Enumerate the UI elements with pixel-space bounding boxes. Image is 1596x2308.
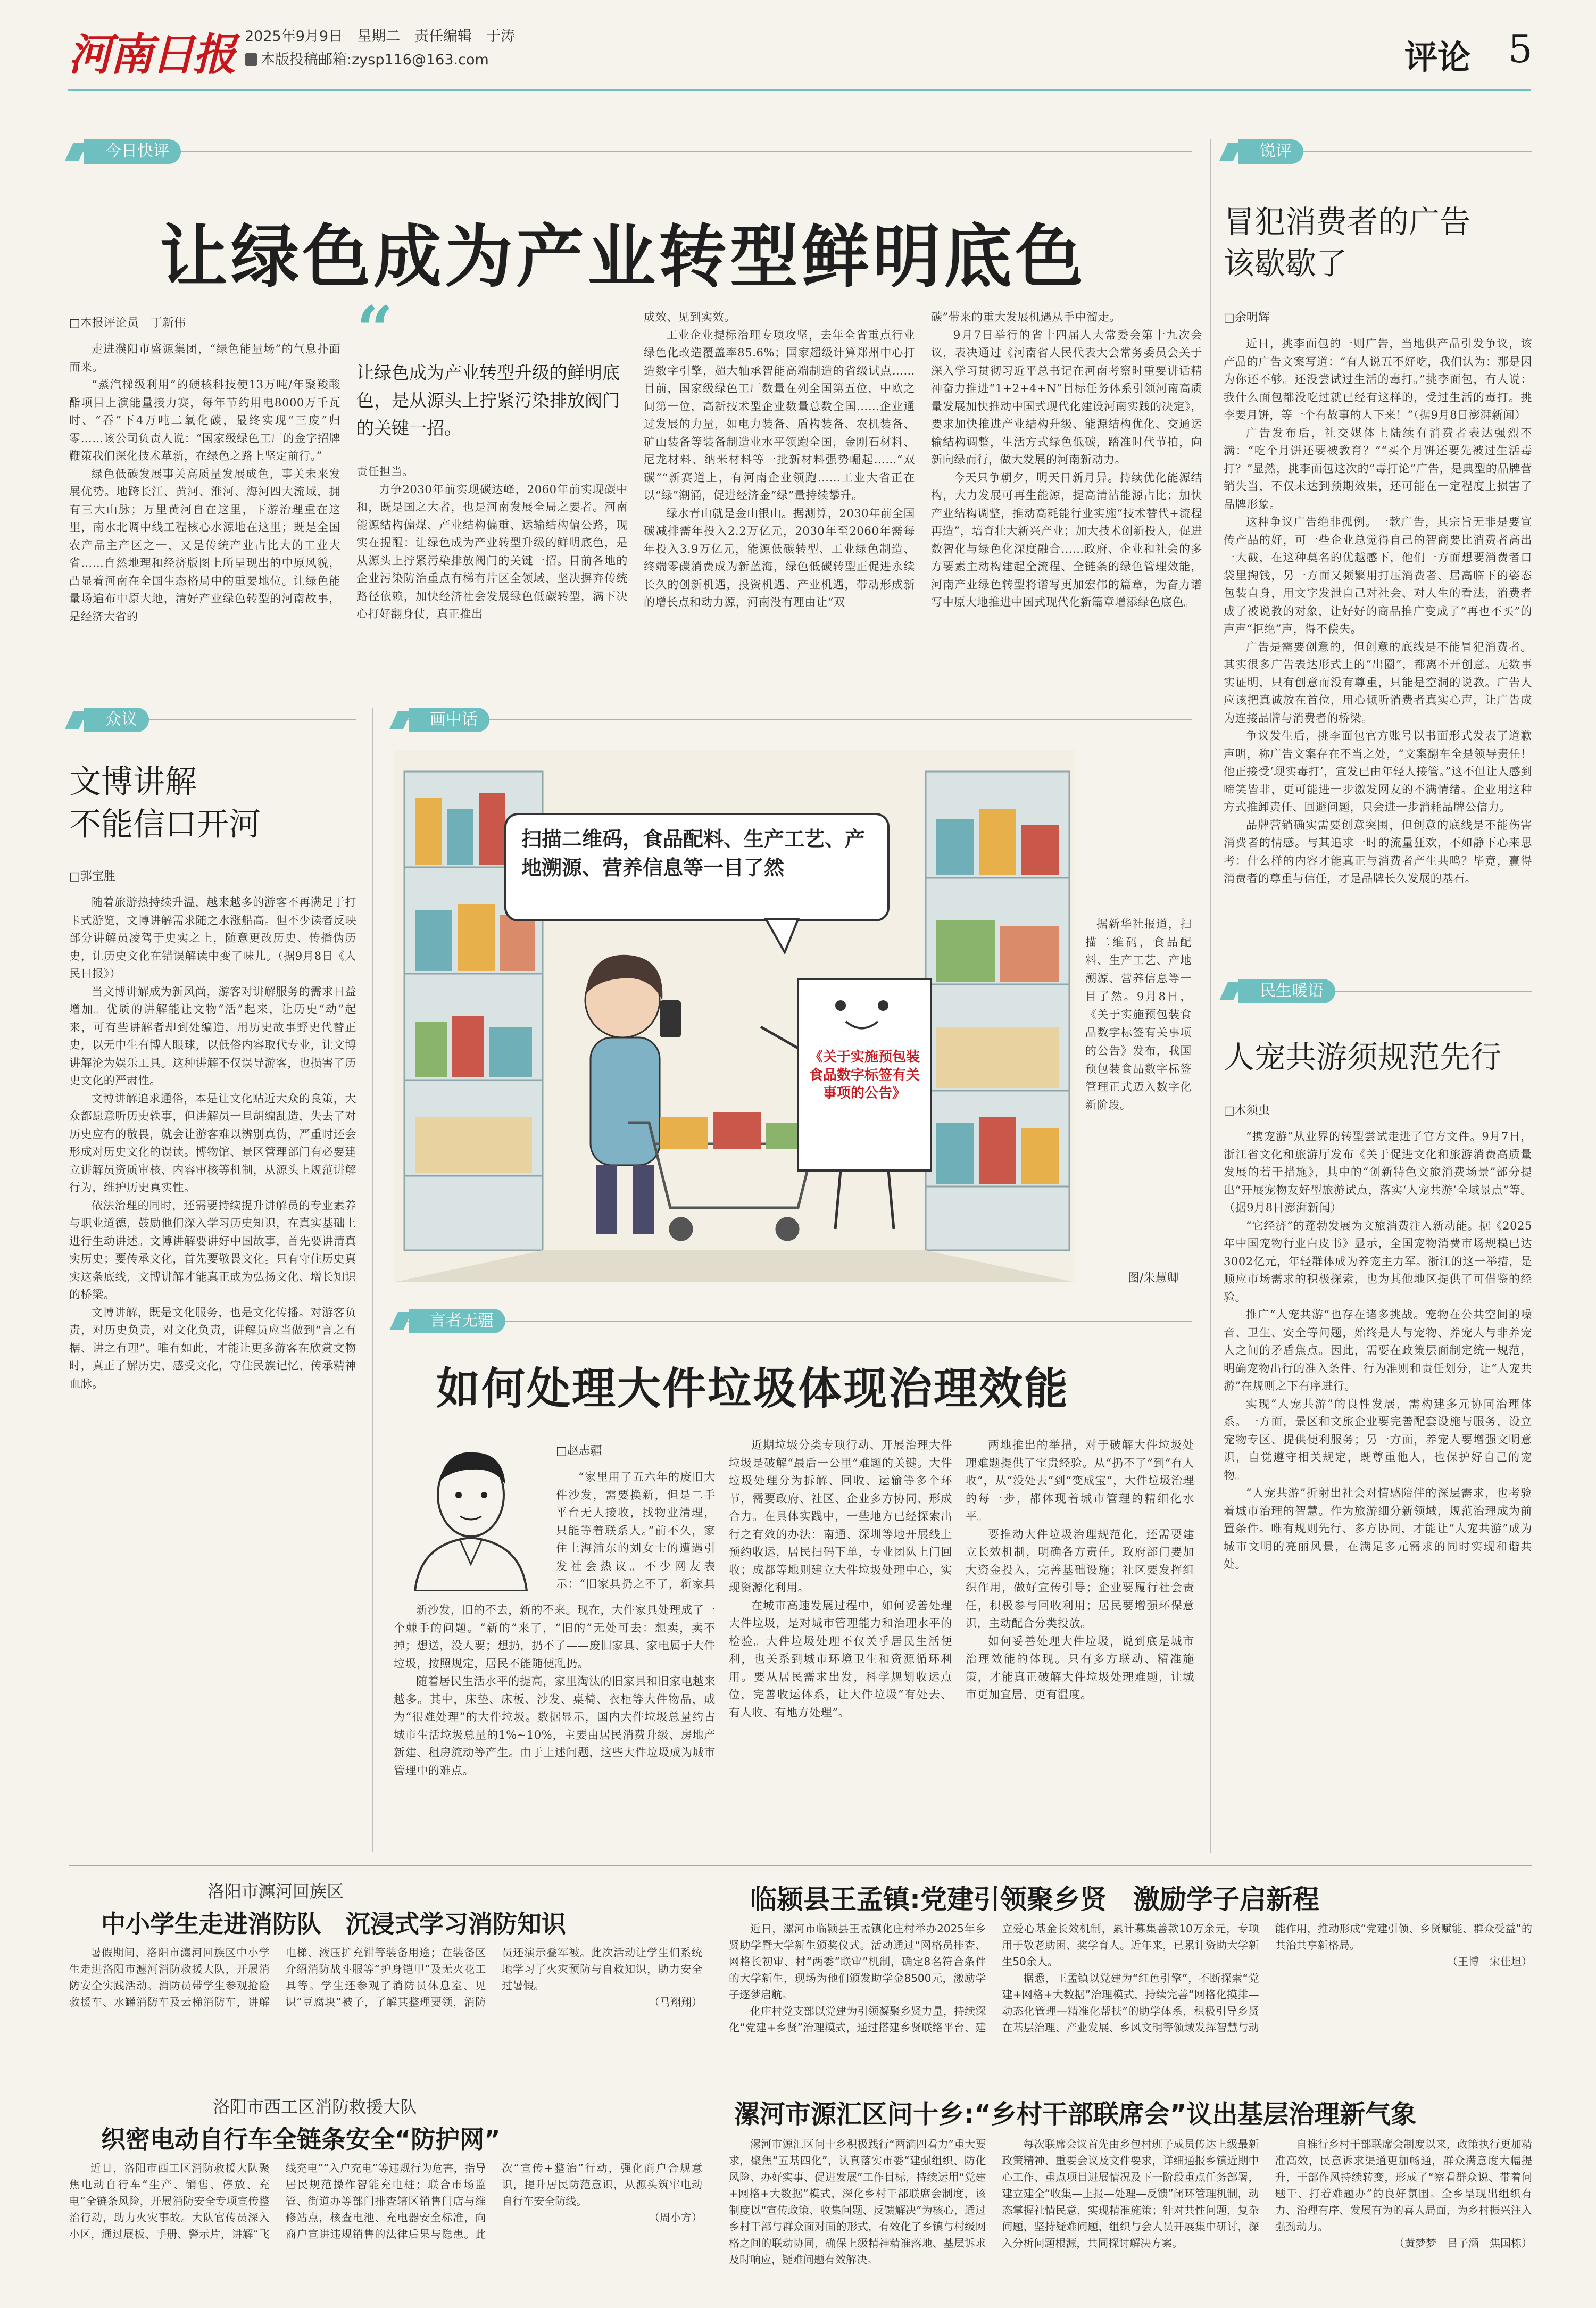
paragraph: 自推行乡村干部联席会制度以来，政策执行更加精准高效，民意诉求渠道更加畅通，群众满意度大幅提升，干部作风持续转变，形成了“察看群众说、带着问题干、打着难题办”的良好氛围。全乡呈现出组织有力、治理有序、发展有为的喜人局面，为乡村振兴注入强劲动力。 — [1275, 2138, 1532, 2233]
cartoon-credit: 图/朱慧卿 — [1128, 1272, 1179, 1285]
garbage-col-3 — [966, 1437, 1194, 1852]
date-line: 2025年9月9日 星期二 责任编辑 于涛 — [245, 28, 516, 45]
headline-line: 该歇歇了 — [1224, 245, 1348, 281]
paragraph: 绿水青山就是金山银山。据测算，2030年前全国碳减排需年投入2.2万亿元，2030年至2060年需每年投入3.9万亿元，能源低碳转型、工业绿色制造、终端零碳消费成为新蓝海，绿色低碳转型正促进永续长久的创新机遇，投资机遇、产业机遇，带动形成新的增长点和动力源，河南没有理由让“双 — [644, 507, 915, 609]
paragraph: 随着旅游热持续升温，越来越多的游客不再满足于打卡式游览，文博讲解需求随之水涨船高。但不少读者反映部分讲解员凌驾于史实之上，随意更改历史、传播伪历史，让历史文化在错误解读中变了味儿。（据9月8日《人民日报》） — [69, 896, 356, 980]
page-number: 5 — [1508, 27, 1533, 71]
paragraph: 化庄村党支部以党建为引领凝聚乡贤力量，持续深化“党建+乡贤”治理模式，通过搭建乡贤联络平台、建立爱心基金长效机制，累计募集善款10万余元，专项用于敬老助困、奖学育人。近年来，已累计资助大学新生50余人。 — [729, 1922, 1259, 2034]
paragraph: 品牌营销确实需要创意突围，但创意的底线是不能伤害消费者的情感。与其追求一时的流量狂欢，不如静下心来思考：什么样的内容才能真正与消费者产生共鸣？毕竟，赢得消费者的尊重与信任，才是品牌长久发展的基石。 — [1224, 818, 1532, 885]
garbage-headline: 如何处理大件垃圾体现治理效能 — [436, 1364, 1070, 1414]
pet-byline: □木须虫 — [1224, 1104, 1270, 1117]
paragraph: 新沙发，旧的不去，新的不来。现在，大件家具处理成了一个棘手的问题。“新的”来了，“旧的”无处可去：想卖，卖不掉；想送，没人要；想扔，扔不了——废旧家具、家电属于大件垃圾，按照规定，居民不能随便乱扔。 — [394, 1604, 716, 1670]
paragraph: 近日，洛阳市西工区消防救援大队聚焦电动自行车“生产、销售、停放、充电”全链条风险，开展消防安全专项宣传整治行动，助力火灾事故。大队官传员深入小区，通过展板、手册、警示片，讲解“飞线充电”“入户充电”等违规行为危害，指导居民规范操作智能充电桩；联合市场监管、街道办等部门排查辖区销售门店与维修站点，核查电池、充电器安全标准，向商户宣讲违规销售的法律后果与隐患。此次“宣传+整治”行动，强化商户合规意识，提升居民防范意识，从源头筑牢电动自行车安全防线。 — [69, 2162, 702, 2240]
paragraph: 据悉，王孟镇以党建为“红色引擎”，不断探索“党建+网格+大数据”治理模式，持续完善“网格化摸排—动态化管理—精准化帮扶”的助学体系，积极引导乡贤在基层治理、产业发展、乡风文明等领域发挥智慧与动能作用，推动形成“党建引领、乡贤赋能、群众受益”的共治共享新格局。 — [1002, 1922, 1532, 2034]
lead-headline: 让绿色成为产业转型鲜明底色 — [160, 218, 1087, 297]
quote-open-icon: “ — [356, 292, 394, 367]
ad-text — [69, 1945, 702, 2078]
ad-credit: （王博 宋佳坦） — [1447, 1955, 1532, 1968]
ad-ebike-safety — [69, 2094, 702, 2306]
ad-village-scholarship — [729, 1878, 1532, 2080]
paragraph: 近期垃圾分类专项行动、开展治理大件垃圾是破解“最后一公里”难题的关键。大件垃圾处理分为拆解、回收、运输等多个环节，需要政府、社区、企业多方协同、形成合力。在具体实践中，一些地方已经探索出行之有效的办法：南通、深圳等地开展线上预约收运，居民扫码下单，专业团队上门回收；成都等地则建立大件垃圾处理中心，实现资源化利用。 — [729, 1439, 952, 1594]
paragraph: 暑假期间，洛阳市瀍河回族区中小学生走进洛阳市瀍河消防救援大队，开展消防安全实践活动。消防员带学生参观抢险救援车、水罐消防车及云梯消防车，讲解电梯、液压扩充钳等装备用途；在装备区介绍消防战斗服等“护身铠甲”及无火花工具等。学生还参观了消防员休息室、见识“豆腐块”被子，了解其整理要领，消防员还演示叠军被。此次活动让学生们系统地学习了火灾预防与自救知识，助力安全过暑假。 — [69, 1946, 702, 2008]
email-line — [245, 48, 489, 69]
paragraph: “携宠游”从业界的转型尝试走进了官方文件。9月7日，浙江省文化和旅游厅发布《关于促进文化和旅游消费高质量发展的若干措施》，其中的“创新特色文旅消费场景”部分提出“开展宠物友好型旅游试点，落实‘人宠共游’全域景点”等。（据9月8日澎湃新闻） — [1224, 1130, 1532, 1214]
lead-col-4 — [931, 309, 1202, 745]
forum-headline — [69, 761, 261, 846]
paragraph: 每次联席会议首先由乡包村班子成员传达上级最新政策精神、重要会议及文件要求，详细通报乡镇近期中心工作、重点项目进展情况及下一阶段重点任务部署，建立建全“收集—上报—处理—反馈”闭环管理机制，动态掌握社情民意，实现精准施策；针对共性问题，复杂问题，坚持疑难问题，组织与会人员开展集中研讨，深入分析问题根源，共同探讨解决方案。 — [1002, 2138, 1259, 2249]
cartoon-caption — [1085, 915, 1192, 1256]
paragraph: 这种争议广告绝非孤例。一款广告，其宗旨无非是要宣传产品的好，可一些企业总觉得自己的智商要比消费者高出一大截，在这种莫名的优越感下，他们一方面想要消费者口袋里掏钱，另一方面又频繁用打压消费者、居高临下的姿态包装自身，用文字发泄自己对社会、对人生的看法，消费者成了被说教的对象，让好好的商品推广变成了“再也不买”的声声“拒绝”声，得不偿失。 — [1224, 516, 1532, 635]
garbage-col-2 — [729, 1437, 952, 1852]
ad-title: 织密电动自行车全链条安全“防护网” — [101, 2125, 501, 2154]
lead-col-2 — [356, 463, 628, 745]
paragraph: 成效、见到实效。 — [644, 311, 736, 323]
pet-text — [1224, 1128, 1532, 1846]
cartoon-speech: 扫描二维码，食品配料、生产工艺、产地溯源、营养信息等一目了然 — [521, 827, 866, 879]
paragraph: 工业企业提标治理专项攻坚，去年全省重点行业绿色化改造覆盖率85.6%；国家超级计算郑州中心打造数字引擎，超大轴承智能高端制造的省级试点……目前，国家级绿色工厂数量在列全国第五位，中欧之间第一位，高新技术型企业数量总数全国……企业通过发展的力量，如电力装备、盾构装备、农机装备、矿山装备等装备制造业水平领跑全国，金刚石材料、尼龙材料、纳米材料等一批新材料强势崛起……“双碳”“新赛道上，有河南企业领跑……工业大省正在以“绿”潮涌，促进经济金“绿”量持续攀升。 — [644, 328, 915, 502]
garbage-col-1b — [394, 1601, 716, 1852]
lead-byline: □本报评论员 丁新伟 — [69, 317, 186, 330]
paragraph: 广告发布后，社交媒体上陆续有消费者表达强烈不满：“吃个月饼还要被教育？”“买个月饼还要先被过生活毒打？”显然，挑李面包这次的“毒打论”广告，是典型的品牌营销失当，不仅未达到预期效果，还可能在一定程度上损害了品牌形象。 — [1224, 426, 1532, 511]
masthead-rule — [68, 89, 1531, 91]
section-tag-pet: 民生暖语 — [1224, 979, 1532, 1003]
cartoon-illustration — [394, 750, 1075, 1282]
section-tag-forum: 众议 — [69, 708, 356, 732]
sharp-byline: □余明辉 — [1224, 311, 1270, 325]
ad-fire-students — [69, 1878, 702, 2080]
paragraph: 漯河市源汇区问十乡积极践行“两滴四看力”重大要求，聚焦“五基四化”，认真落实市委“建强组织、防化风险、办好实事、促进发展”工作目标，持续运用“党建+网格+大数据”模式，深化乡村干部联席会制度，该制度以“宣传政策、收集问题、反馈解决”为核心，通过乡村干部与群众面对面的形式，有效化了乡镇与村级网格之间的联动协同，确保上级精神精准落地、基层诉求及时响应，疑难问题有效解决。 — [729, 2138, 986, 2266]
column-divider — [372, 708, 373, 1852]
ad-credit: （黄梦梦 吕子涵 焦国栋） — [1393, 2237, 1532, 2249]
paragraph: 9月7日举行的省十四届人大常委会第十九次会议，表决通过《河南省人民代表大会常务委员会关于深入学习贯彻习近平总书记在河南考察时重要讲话精神奋力推进“1+2+4+N”目标任务体系引领河南高质量发展加快推动中国式现代化建设河南实践的决定》，要求加快推进产业结构升级、能源结构优化、交通运输结构调整，生活方式绿色低碳，踏准时代节拍，向新向绿而行，做大发展的河南新动力。 — [931, 328, 1202, 466]
sharp-text — [1224, 335, 1532, 942]
ad-title: 漯河市源汇区问十乡:“乡村干部联席会”议出基层治理新气象 — [734, 2099, 1417, 2129]
paragraph: 实现“人宠共游”的良性发展，需构建多元协同治理体系。一方面，景区和文旅企业要完善配套设施与服务，设立宠物专区、提供便利服务；另一方面，养宠人要增强文明意识，自觉遵守相关规定，既尊重他人，也保护好自己的宠物。 — [1224, 1397, 1532, 1482]
paragraph: 依法治理的同时，还需要持续提升讲解员的专业素养与职业道德，鼓励他们深入学习历史知识，在真实基础上进行生动讲述。文博讲解要讲好中国故事，首先要讲清真实历史；要传承文化，首先要敬畏文化。只有守住历史真实这条底线，文博讲解才能真正成为弘扬文化、增长知识的桥梁。 — [69, 1199, 356, 1301]
paragraph: 近日，挑李面包的一则广告，当地供产品引发争议，该产品的广告文案写道：“有人说五不好吃，我们认为：那是因为你还不够。还没尝试过生活的毒打。”挑李面包，有人说：我什么面包都没吃过就已经有这样的，受过生活的毒打。挑李要月饼，等一个有故事的人下来！”（据9月8日澎湃新闻） — [1224, 337, 1532, 421]
column-divider — [1210, 139, 1211, 1853]
paragraph: “家里用了五六年的废旧大件沙发，需要换新，但是二手平台无人接收，找物业清理，只能等着联系人。”前不久，家住上海浦东的刘女士的遭遇引发社会热议。不少网友表示：“旧家具扔之不了，新家具 — [556, 1471, 716, 1590]
paragraph: 推广“人宠共游”也存在诸多挑战。宠物在公共空间的噪音、卫生、安全等问题，始终是人与宠物、养宠人与非养宠人之间的矛盾焦点。因此，需要在政策层面制定统一规范，明确宠物出行的准入条件、行为准则和责任划分，让“人宠共游”在规则之下有序进行。 — [1224, 1308, 1532, 1392]
paragraph: 随着居民生活水平的提高，家里淘汰的旧家具和旧家电越来越多。其中，床垫、床板、沙发、桌椅、衣柜等大件物品，成为“很难处理”的大件垃圾。数据显示，国内大件垃圾总量约占城市生活垃圾总量的1%~10%，主要由居民消费升级、房地产新建、租房流动等产生。由于上述问题，这些大件垃圾成为城市管理中的难点。 — [394, 1675, 716, 1777]
paragraph: 碳”带来的重大发展机遇从手中溜走。 — [931, 311, 1121, 323]
paragraph: 两地推出的举措，对于破解大件垃圾处理难题提供了宝贵经验。从“扔不了”到“有人收”，从“没处去”到“变成宝”，大件垃圾治理的每一步，都体现着城市管理的精细化水平。 — [966, 1439, 1194, 1523]
headline-line: 文博讲解 — [69, 763, 197, 801]
paragraph: 如何妥善处理大件垃圾，说到底是城市治理效能的体现。只有多方联动、精准施策，才能真正破解大件垃圾处理难题，让城市更加宜居、更有温度。 — [966, 1634, 1194, 1701]
sharp-headline — [1224, 201, 1470, 284]
forum-text — [69, 894, 356, 1852]
paragraph: 走进濮阳市盛源集团，“绿色能量场”的气息扑面而来。 — [69, 343, 340, 373]
headline-line: 冒犯消费者的广告 — [1224, 204, 1471, 240]
paragraph: 文博讲解，既是文化服务，也是文化传播。对游客负责，对历史负责，对文化负责，讲解员应当做到“言之有据、讲之有理”。唯有如此，才能让更多游客在欣赏文物时，真正了解历史、感受文化，守住民族记忆、传承精神血脉。 — [69, 1306, 356, 1390]
forum-byline: □郭宝胜 — [69, 870, 115, 883]
section-tag-sharp: 锐评 — [1224, 139, 1532, 164]
paragraph: 绿色低碳发展事关高质量发展成色，事关未来发展优势。地跨长江、黄河、淮河、海河四大流域，拥有三大山脉；万里黄河自在这里，下游治理重在这里，南水北调中线工程核心水源地在这里；既是全国农产品主产区之一，又是传统产业占比大的工业大省……自然地理和经济版图上所呈现出的中原风貌，凸显着河南在全国生态格局中的重要地位。让绿色能量场遍布中原大地，清好产业绿色转型的河南故事，是经济大省的 — [69, 467, 340, 623]
mail-icon — [245, 53, 257, 66]
ad-text — [69, 2160, 702, 2304]
author-portrait — [394, 1437, 548, 1591]
paragraph: 力争2030年前实现碳达峰，2060年前实现碳中和，既是国之大者，也是河南发展全局之要者。河南能源结构偏煤、产业结构偏重、运输结构偏公路，现实在提醒：让绿色成为产业转型升级的鲜明底色，是从源头上拧紧污染排放阀门的关键一招。目前各地的企业污染防治重点有梯有片区全领域，坚决摒弃传统路径依赖，加快经济社会发展绿色低碳转型，满下决心打好翻身仗，真正推出 — [356, 483, 628, 620]
ad-title: 中小学生走进消防队 沉浸式学习消防知识 — [101, 1910, 566, 1938]
ad-title: 临颍县王孟镇:党建引领聚乡贤 激励学子启新程 — [750, 1884, 1319, 1915]
paragraph: 文博讲解追求通俗，本是让文化贴近大众的良策，大众都愿意听历史轶事，但讲解员一旦胡编乱造，失去了对历史应有的敬畏，就会让游客难以辨别真伪，严重时还会形成对历史文化的误读。博物馆、景区管理部门有必要建立讲解员资质审核、内容审核等机制，从源头上规范讲解行为，维护历史真实性。 — [69, 1092, 356, 1194]
ad-kicker: 洛阳市瀍河回族区 — [207, 1881, 344, 1902]
paragraph: 责任担当。 — [356, 465, 414, 478]
email-text: 本版投稿邮箱:zysp116@163.com — [261, 52, 489, 68]
section-tag-today: 今日快评 — [69, 139, 1192, 164]
ad-text — [729, 2136, 1532, 2306]
pet-headline: 人宠共游须规范先行 — [1224, 1039, 1502, 1075]
newspaper-logo: 河南日报 — [68, 29, 234, 80]
ad-credit: （马翔翔） — [649, 1996, 702, 2008]
headline-line: 不能信口开河 — [69, 806, 261, 843]
ad-text — [729, 1921, 1532, 2080]
paragraph: 近日，漯河市临颍县王孟镇化庄村举办2025年乡贤助学暨大学新生颁奖仪式。活动通过“网格员排查、网格长初审、村“两委”联审”机制，确定8名符合条件的大学新生，现场为他们颁发助学金8500元，激励学子逐梦启航。 — [729, 1922, 986, 2001]
paragraph: 在城市高速发展过程中，如何妥善处理大件垃圾，是对城市管理能力和治理水平的检验。大件垃圾处理不仅关乎居民生活便利，也关系到城市环境卫生和资源循环利用。要从居民需求出发，科学规划收运点位，完善收运体系，让大件垃圾“有处去、有人收、有地方处理”。 — [729, 1599, 952, 1719]
lead-pullquote: 让绿色成为产业转型升级的鲜明底色，是从源头上拧紧污染排放阀门的关键一招。 — [356, 362, 620, 438]
ad-village-council — [729, 2094, 1532, 2306]
ad-kicker: 洛阳市西工区消防救援大队 — [213, 2097, 418, 2117]
paragraph: 今天只争朝夕，明天日新月异。持续优化能源结构，大力发展可再生能源，提高清洁能源占比；加快产业结构调整，推动高耗能行业实施“技术替代+流程再造”，培育壮大新兴产业；加大技术创新投入，促进数智化与绿色化深度融合……政府、企业和社会的多方要素主动构建起全流程、全链条的绿色管理效能，河南产业绿色转型将谱写更加宏伟的篇章，为奋力谱写中原大地推进中国式现代化新篇章增添绿色底色。 — [931, 471, 1202, 609]
paragraph: “它经济”的蓬勃发展为文旅消费注入新动能。据《2025年中国宠物行业白皮书》显示，全国宠物消费市场规模已达3002亿元，年轻群体成为养宠主力军。浙江的这一举措，是顺应市场需求的积极探索，也为其他地区提供了可借鉴的经验。 — [1224, 1219, 1532, 1304]
bottom-rule — [69, 1865, 1532, 1866]
paragraph: 据新华社报道，扫描二维码，食品配料、生产工艺、产地溯源、营养信息等一目了然。9月8日，《关于实施预包装食品数字标签有关事项的公告》发布，我国预包装食品数字标签管理正式迈入数字化新阶段。 — [1085, 918, 1192, 1111]
paragraph: “蒸汽梯级利用”的硬核科技使13万吨/年聚羧酸酯项目上演能量接力赛，每年节约用电8000万千瓦时、“吞”下4万吨二氧化碳，最终实现“三废”归零……该公司负责人说：“国家级绿色工厂的金字招牌鞭策我们深化技术革新，在绿色之路上坚定前行。” — [69, 378, 340, 462]
section-tag-garbage: 言者无疆 — [394, 1309, 1192, 1333]
paragraph: 广告是需要创意的，但创意的底线是不能冒犯消费者。其实很多广告表达形式上的“出圈”，都离不开创意。无数事实证明，只有创意而没有尊重，只能是空洞的说教。广告人应该把真诚放在首位，用心倾听消费者真实心声，让广告成为连接品牌与消费者的桥梁。 — [1224, 640, 1532, 725]
garbage-col-1 — [556, 1468, 716, 1596]
paragraph: “人宠共游”折射出社会对情感陪伴的深层需求，也考验着城市治理的智慧。作为旅游细分新领域，规范治理成为前置条件。唯有规则先行、多方协同，才能让“人宠共游”成为城市文明的亮丽风景，在满足多元需求的同时实现和谐共处。 — [1224, 1487, 1532, 1571]
ad-credit: （周小方） — [649, 2211, 702, 2224]
portrait-sketch — [394, 1437, 548, 1591]
masthead — [0, 0, 1596, 101]
paragraph: 要推动大件垃圾治理规范化，还需要建立长效机制，明确各方责任。政府部门要加大资金投入，完善基础设施；社区要发挥组织作用，做好宣传引导；企业要履行社会责任，积极参与回收利用；居民要增强环保意识，主动配合分类投放。 — [966, 1527, 1194, 1630]
lead-col-1 — [69, 341, 340, 745]
lead-pullquote-box — [356, 292, 628, 452]
cartoon-document-title: 《关于实施预包装食品数字标签有关事项的公告》 — [809, 1049, 920, 1101]
section-tag-cartoon: 画中话 — [394, 708, 1192, 732]
paragraph: 争议发生后，挑李面包官方账号以书面形式发表了道歉声明，称广告文案存在不当之处，“文案翻车全是领导责任！他正接受‘现实毒打’，宣发已由年轻人接管。”这不但让人感到啼笑皆非，更可能进一步激发网友的不满情绪。企业用这种方式推卸责任、回避问题，只会进一步消耗品牌公信力。 — [1224, 729, 1532, 813]
garbage-byline: □赵志疆 — [556, 1444, 602, 1458]
lead-col-3 — [644, 309, 915, 745]
paragraph: 当文博讲解成为新风尚，游客对讲解服务的需求日益增加。优质的讲解能让文物“活”起来，让历史“动”起来，可有些讲解者却到处编造，用历史故事野史代替正史，以无中生有博人眼球，以低俗内容取代专业，让文博讲解沦为娱乐工具。这种讲解不仅误导游客，也损害了历史文化的严肃性。 — [69, 985, 356, 1087]
section-name: 评论 — [1404, 38, 1471, 77]
